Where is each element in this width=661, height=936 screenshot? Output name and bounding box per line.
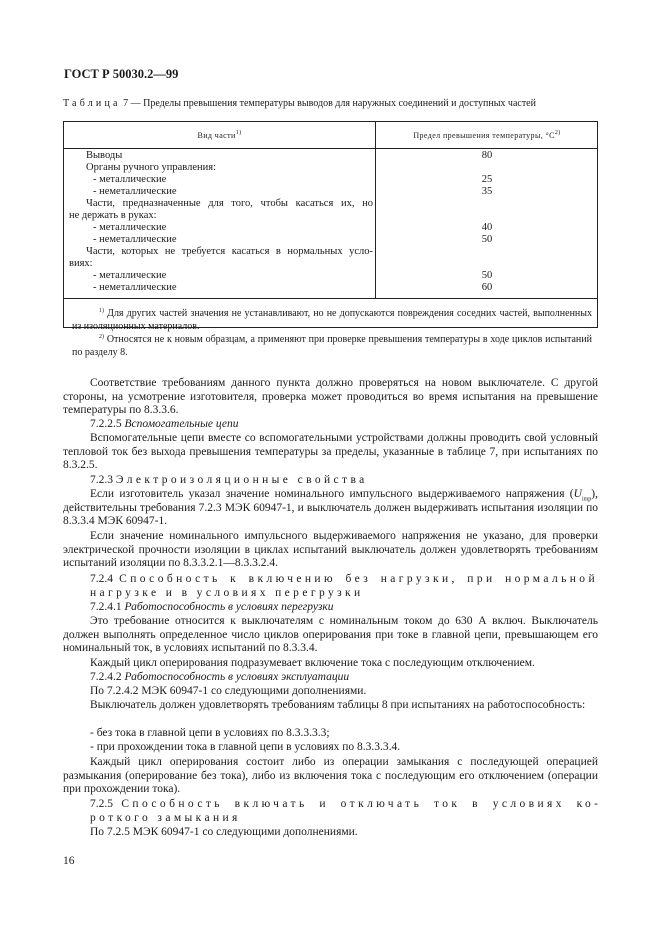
table-header-divider [64,148,597,149]
paragraph: Это требование относится к выключателям с номинальным током до 630 А включ. Выключатель должен выполнять определенное число циклов оперирования при токе в главной цепи, превышающем его номинальный ток, в условиях испытаний по 8.3.3.4. [63,615,598,655]
paragraph: Каждый цикл оперирования подразумевает включение тока с последующим отключением. [90,657,535,669]
table-row-label: - неметаллические [93,186,177,197]
list-item: - без тока в главной цепи в условиях по 8.3.3.3.3; [90,727,330,739]
table-footnote [72,333,592,359]
table-row-label: Органы ручного управления: [86,162,217,173]
table-caption [63,98,536,109]
table-row-value: 25 [481,174,493,185]
table-row-label: не держать в руках: [69,210,157,221]
paragraph: Выключатель должен удовлетворять требованиям таблицы 8 при испытаниях на работоспособность: [90,699,586,711]
section-heading [90,474,598,488]
table-row-value: 60 [481,282,493,293]
section-title: Работоспособность в условиях эксплуатации [124,671,350,683]
section-heading [90,671,598,685]
section-heading [90,798,598,825]
temperature-limits-table [63,121,598,358]
section-number: 7.2.3 [90,474,113,486]
footnote-text: Относятся не к новым образцам, а применяют при проверке превышения температуры в ходе циклов испытаний по разделу 8. [72,334,592,358]
table-row-label: - металлические [93,174,167,185]
section-title: Способность включать и отключать ток в условиях короткого замыкания [90,798,599,824]
section-heading [90,418,598,432]
paragraph: По 7.2.5 МЭК 60947-1 со следующими дополнениями. [90,826,358,838]
section-number: 7.2.5 [90,798,113,810]
section-number: 7.2.4.1 [90,601,122,613]
paragraph: Каждый цикл оперирования состоит либо из операции замыкания с последующей операцией размыкания (оперирование без тока), либо из включения тока с последующим его отключением (операции при прохождении тока). [63,756,598,796]
table-row-value: 50 [481,234,493,245]
table-caption-text: — Пределы превышения температуры выводов для наружных соединений и доступных частей [130,98,536,109]
paragraph: Если значение номинального импульсного выдерживаемого напряжения не указано, для проверки электрической прочности изоляции в циклах испытаний выключатель должен удовлетворять требованиям испытаний изоляции по 8.3.3.2.1—8.3.3.2.4. [63,530,598,570]
section-heading [90,601,598,615]
variable-subscript: imp [581,496,592,503]
section-number: 7.2.4 [90,573,113,585]
table-header-limit-text: Предел превышения температуры, °С [413,131,555,140]
table-header-limit-note: 2) [554,130,561,136]
section-title: Способность к включению без нагрузки, при нормальной нагрузке и в условиях перегрузки [90,573,599,599]
variable-symbol: U [573,488,582,500]
table-footnote-divider [64,298,597,299]
paragraph-text: Если изготовитель указал значение номинального импульсного выдерживаемого напряжения ( [90,488,574,500]
table-row-value: 40 [481,222,493,233]
section-number: 7.2.2.5 [90,418,122,430]
table-row-label: - неметаллические [93,234,177,245]
section-number: 7.2.4.2 [90,671,122,683]
table-row-label: Части, предназначенные для того, чтобы касаться их, но [86,198,373,209]
page-number: 16 [63,855,75,867]
section-title: Электроизоляционные свойства [115,474,368,486]
table-row-label: Выводы [86,150,123,161]
table-row-value: 80 [481,150,493,161]
paragraph [63,488,598,529]
table-header-limit [375,131,599,140]
table-row-label: виях: [69,258,93,269]
table-row-label: - металлические [93,222,167,233]
paragraph: По 7.2.4.2 МЭК 60947-1 со следующими дополнениями. [90,685,367,697]
paragraph-text: ), действительны требования 7.2.3 МЭК 60947-1, и выключатель должен выдерживать испытания изоляции по 8.3.3.4 МЭК 60947-1. [63,488,598,528]
paragraph: Вспомогательные цепи вместе со вспомогательными устройствами должны проводить свой условный тепловой ток без выхода превышения температуры за пределы, указанные в таблице 7, при испытаниях по 8.3.2.5. [63,432,598,472]
footnote-mark: 2) [99,334,104,340]
table-footnote [72,307,592,333]
table-caption-number: 7 [123,98,129,109]
table-row-label: - металлические [93,270,167,281]
table-row-value: 50 [481,270,493,281]
section-heading [90,573,598,600]
table-header-part [64,131,375,140]
paragraph: Соответствие требованиям данного пункта должно проверяться на новом выключателе. С другой стороны, на усмотрение изготовителя, проверка может проводиться во время испытания на превышение температуры по 8.3.3.6. [63,377,598,417]
section-title: Работоспособность в условиях перегрузки [124,601,334,613]
table-row-label: Части, которых не требуется касаться в нормальных усло- [86,246,373,257]
table-header-part-text: Вид части [197,131,236,140]
table-header-part-note: 1) [235,130,242,136]
table-row-label: - неметаллические [93,282,177,293]
footnote-mark: 1) [99,308,104,314]
table-caption-label: Таблица [63,98,121,109]
document-header: ГОСТ Р 50030.2—99 [64,67,179,81]
table-row-value: 35 [481,186,493,197]
footnote-text: Для других частей значения не устанавливают, но не допускаются повреждения соседних частей, выполненных из изоляционных материалов. [72,308,593,332]
list-item: - при прохождении тока в главной цепи в условиях по 8.3.3.3.4. [90,741,401,753]
section-title: Вспомогательные цепи [124,418,239,430]
